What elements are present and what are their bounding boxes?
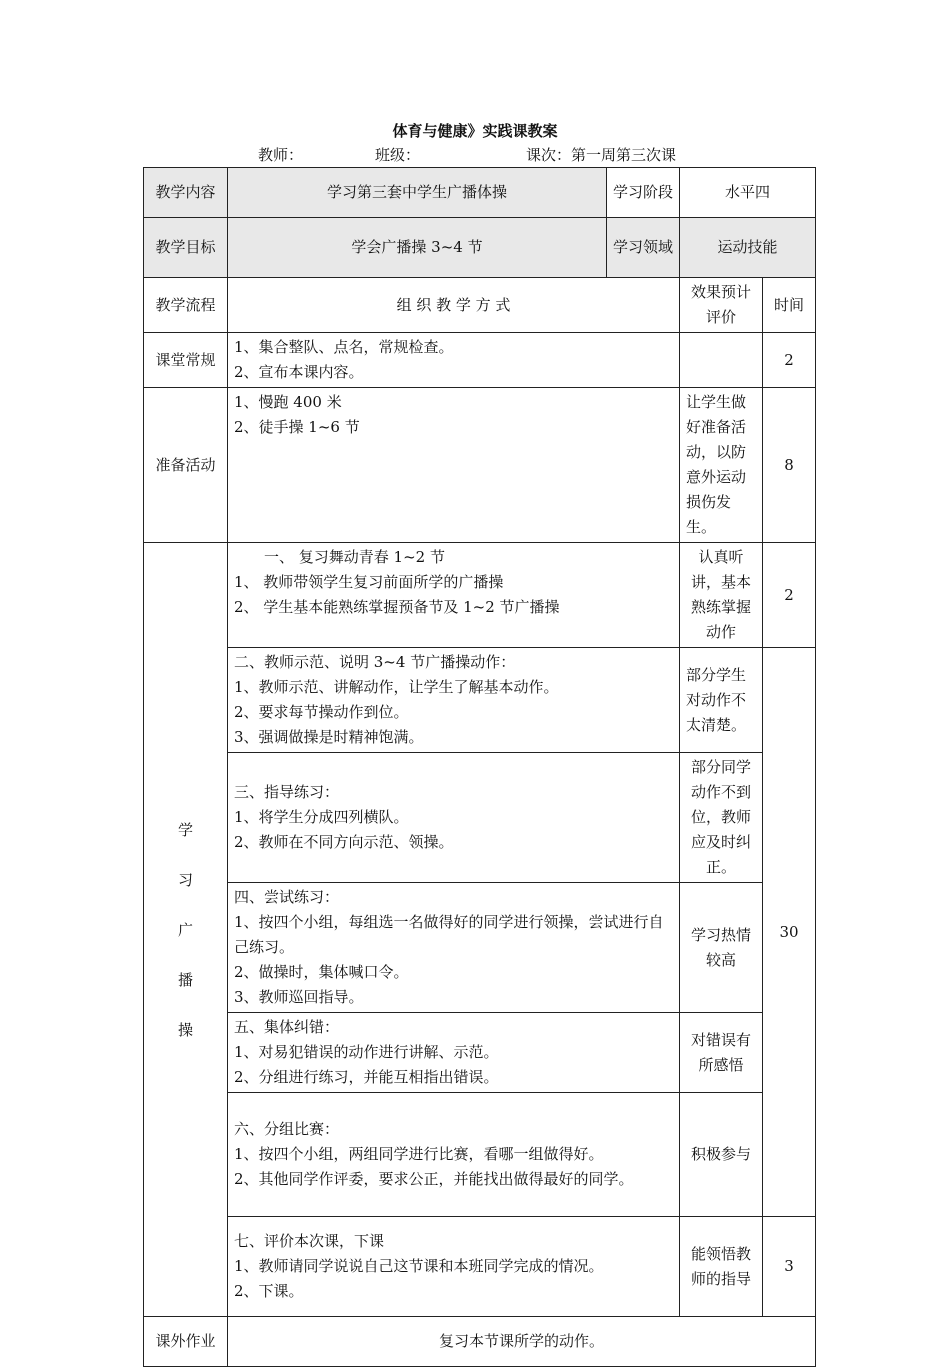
goal-label: 教学目标 <box>144 218 228 278</box>
content-value: 学习第三套中学生广播体操 <box>228 168 607 218</box>
process-label: 教学流程 <box>144 278 228 333</box>
section-7-eval: 能领悟教师的指导 <box>680 1217 763 1317</box>
eval-header: 效果预计评价 <box>680 278 763 333</box>
routine-eval <box>680 333 763 388</box>
routine-time: 2 <box>763 333 816 388</box>
field-value: 运动技能 <box>680 218 816 278</box>
warmup-eval: 让学生做好准备活动，以防意外运动损伤发生。 <box>680 388 763 543</box>
section-6-eval: 积极参与 <box>680 1093 763 1217</box>
stage-value: 水平四 <box>680 168 816 218</box>
warmup-time: 8 <box>763 388 816 543</box>
header-info <box>0 144 950 164</box>
section-6-content: 六、分组比赛： 1、按四个小组，两组同学进行比赛，看哪一组做得好。 2、其他同学作评委，要求公正，并能找出做得最好的同学。 <box>228 1093 680 1217</box>
routine-content: 1、集合整队、点名，常规检查。 2、宣布本课内容。 <box>228 333 680 388</box>
method-header: 组 织 教 学 方 式 <box>228 278 680 333</box>
warmup-label: 准备活动 <box>144 388 228 543</box>
section-4-eval: 学习热情较高 <box>680 883 763 1013</box>
lesson-label: 课次：第一周第三次课 <box>526 146 677 164</box>
main-label: 学 习 广 播 操 <box>144 543 228 1317</box>
section-7-time: 3 <box>763 1217 816 1317</box>
middle-time: 30 <box>763 648 816 1217</box>
warmup-content: 1、慢跑 400 米 2、徒手操 1~6 节 <box>228 388 680 543</box>
section-3-eval: 部分同学动作不到位，教师应及时纠正。 <box>680 753 763 883</box>
lesson-plan-table <box>143 167 816 1367</box>
homework-label: 课外作业 <box>144 1317 228 1367</box>
routine-label: 课堂常规 <box>144 333 228 388</box>
section-5-content: 五、集体纠错： 1、对易犯错误的动作进行讲解、示范。 2、分组进行练习，并能互相指出错误。 <box>228 1013 680 1093</box>
teacher-label: 教师： <box>258 146 304 164</box>
content-label: 教学内容 <box>144 168 228 218</box>
time-header: 时间 <box>763 278 816 333</box>
section-3-content: 三、指导练习： 1、将学生分成四列横队。 2、教师在不同方向示范、领操。 <box>228 753 680 883</box>
stage-label: 学习阶段 <box>607 168 680 218</box>
homework-value: 复习本节课所学的动作。 <box>228 1317 816 1367</box>
goal-value: 学会广播操 3~4 节 <box>228 218 607 278</box>
section-2-content: 二、教师示范、说明 3~4 节广播操动作： 1、教师示范、讲解动作，让学生了解基本动作。 2、要求每节操动作到位。 3、强调做操是时精神饱满。 <box>228 648 680 753</box>
section-1-content: 一、 复习舞动青春 1~2 节 1、 教师带领学生复习前面所学的广播操 2、 学生基本能熟练掌握预备节及 1~2 节广播操 <box>228 543 680 648</box>
class-label: 班级： <box>375 146 421 164</box>
section-2-eval: 部分学生对动作不太清楚。 <box>680 648 763 753</box>
document-title: 体育与健康》实践课教案 <box>392 122 558 140</box>
section-5-eval: 对错误有所感悟 <box>680 1013 763 1093</box>
field-label: 学习领域 <box>607 218 680 278</box>
section-4-content: 四、尝试练习： 1、按四个小组，每组选一名做得好的同学进行领操，尝试进行自己练习。 2、做操时，集体喊口令。 3、教师巡回指导。 <box>228 883 680 1013</box>
section-1-eval: 认真听讲，基本熟练掌握动作 <box>680 543 763 648</box>
section-1-time: 2 <box>763 543 816 648</box>
section-7-content: 七、评价本次课，下课 1、教师请同学说说自己这节课和本班同学完成的情况。 2、下课。 <box>228 1217 680 1317</box>
